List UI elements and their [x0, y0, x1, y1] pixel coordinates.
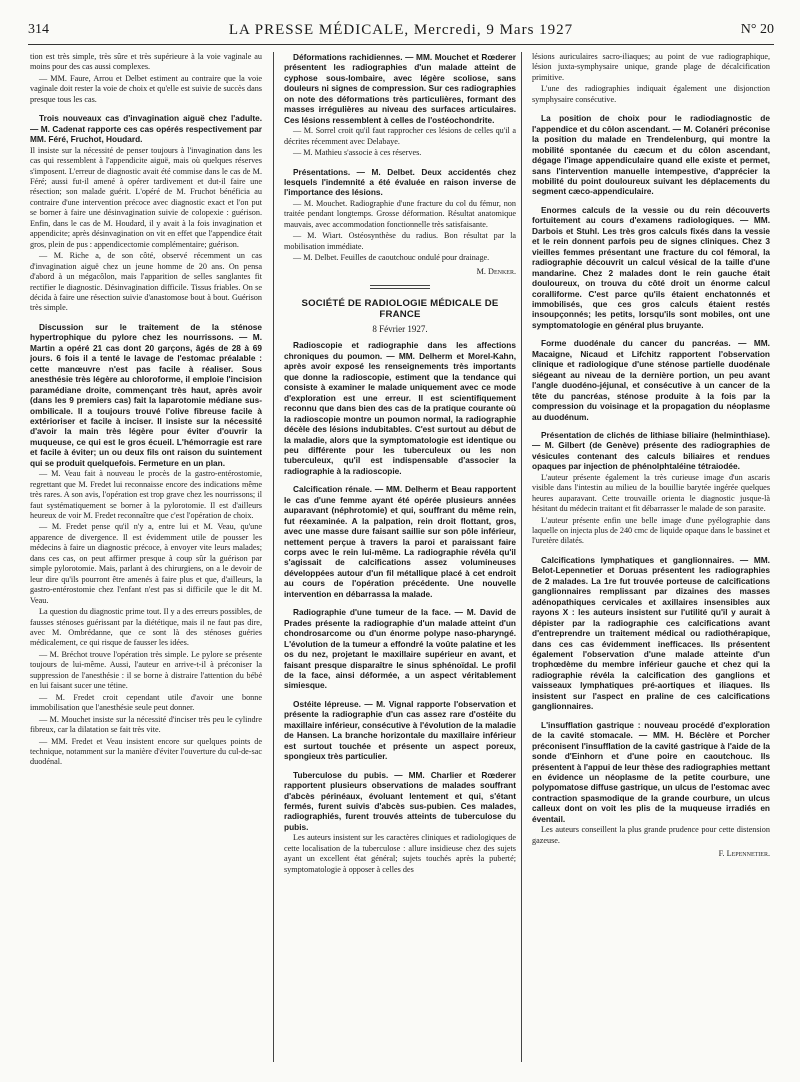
article-heading: Ostéite lépreuse. — M. Vignal rapporte l'observation et présente la radiographie d'un cas assez rare d'ostéite du maxillaire inférieur, consécutive à l'évolution de la maladie de Hansen. La branche horizontale du maxillaire inférieur est surtout touchée et présente un aspect poreux, spongieux très particulier.	[284, 698, 516, 762]
paragraph: — MM. Fredet et Veau insistent encore sur quelques points de technique, notamment sur la manière d'éviter l'ouverture du cul-de-sac duodénal.	[30, 736, 262, 767]
session-date: 8 Février 1927.	[372, 323, 428, 334]
article-heading: Forme duodénale du cancer du pancréas. — MM. Macaigne, Nicaud et Lifchitz rapportent l'observation clinique et radiologique d'une sténose partielle duodénale siégeant au niveau de la dernière portion, un peu avant l'angle duodéno-jéjunal, et consécutive à un cancer de la tête du pancréas, sténose produite à la fois par la compression du voisinage et la propagation du néoplasme au duodénum.	[532, 338, 770, 422]
paragraph: — M. Sorrel croit qu'il faut rapprocher ces lésions de celles qu'il a décrites récemment avec Delabaye.	[284, 126, 516, 146]
article-heading: Discussion sur le traitement de la sténose hypertrophique du pylore chez les nourrissons. — M. Martin a opéré 21 cas dont 20 garçons, âgés de 28 à 69 jours. 6 fois il a tenté le lavage de l'estomac préalable : cette manœuvre n'est pas facile à réaliser. Sous anesthésie très légère au chloroforme, il emploie l'incision paramédiane droite, commençant très haut, après avoir (dans les 9 premiers cas) fait la laparotomie médiane sus-ombilicale. Il a toujours trouvé l'olive fibreuse facile à extérioriser et facile à inciser. Il insiste sur la nécessité d'avoir la main très légère pour éviter d'ouvrir la muqueuse, ce qui est le gros écueil. L'hémorragie est rare et facile à éviter; un ou deux fils ont raison du suintement qui se produit quelquefois. Fermeture en un plan.	[30, 321, 262, 468]
article-heading: Radiographie d'une tumeur de la face. — M. David de Prades présente la radiographie d'un malade atteint d'un chondrosarcome ou d'un énorme polype naso-pharyngé. L'évolution de la tumeur a effondré la voûte palatine et les os du nez, projetant le maxillaire supérieur en avant, et faisant presque disparaître le sinus sphénoïdal. Le profil de la face, ainsi déformée, a un aspect véritablement simiesque.	[284, 607, 516, 691]
article-heading: Calcifications lymphatiques et ganglionnaires. — MM. Belot-Lepennetier et Doruas présentent les radiographies de 2 malades. La 1re fut trouvée porteuse de calcifications ganglionnaires remplissant par dizaines des masses adénopathiques cervicales et axillaires insensibles aux rayons X : les auteurs insistent sur l'utilité qu'il y aurait à dépister par la radiographie ces calcifications avant d'entreprendre un traitement médical ou radiothérapique, dans ces cas évidemment inefficaces. Ils présentent également l'observation d'une malade atteinte d'un trophœdème du membre inférieur gauche et chez qui la radiographie révéla la calcification des ganglions et vaisseaux lymphatiques pré-aortiques et iliaques. Ils insistent sur l'aspect en praline de ces calcifications ganglionnaires.	[532, 554, 770, 712]
paragraph: Il insiste sur la nécessité de penser toujours à l'invagination dans les cas qui ressemblent à l'appendicite aiguë, mais où quelques réserves s'imposent. L'erreur de diagnostic avait été commise dans le cas de M. Féré; aussi fut-il amené à opérer tardivement et dut-il faire une résection; son malade guérit. L'opéré de M. Fruchot bénéficia au contraire d'une intervention précoce avec diagnostic exact et l'on put se borner à faire une désinvagination suivie de colopexie : guérison. Enfin, dans le cas de M. Houdard, il y avait à la fois invagination et appendicite; après désinvagination on vit en effet que l'appendice était gros, plein de pus : appendicectomie complémentaire; guérison.	[30, 145, 262, 249]
paragraph: — M. Mouchet. Radiographie d'une fracture du col du fémur, non traitée pendant longtemps. Grosse déformation. Résultat anatomique mauvais, avec accommodation fonctionnelle très satisfaisante.	[284, 198, 516, 229]
article-heading: La position de choix pour le radiodiagnostic de l'appendice et du côlon ascendant. — M. Colanéri préconise la position du malade en Trendelenburg, qui montre la mobilité spontanée du cæcum et du côlon ascendant, dégage l'image appendiculaire quand elle existe et permet, sans l'intervention manuelle intempestive, d'apprécier la mobilité du point douloureux suivant les déplacements du segment cæco-appendiculaire.	[532, 113, 770, 197]
paragraph: L'une des radiographies indiquait également une disjonction symphysaire consécutive.	[532, 84, 770, 104]
article-heading: Présentations. — M. Delbet. Deux accidentés chez lesquels l'indemnité a été évaluée en raison inverse de l'importance des lésions.	[284, 166, 516, 198]
article-heading: Enormes calculs de la vessie ou du rein découverts fortuitement au cours d'examens radiologiques. — MM. Darbois et Stuhl. Les très gros calculs fixés dans la vessie et le rein donnent parfois peu de signes cliniques. Chez 3 vieilles femmes présentant une fracture du col fémoral, la radiographie découvrit un calcul vésical de la taille d'une mandarine. Chez 2 malades dont le rein gauche était douloureux, on trouva du côté droit un énorme calcul coralliforme. C'est parce qu'ils étaient enchatonnés et immobilisés, que ces gros calculs étaient restés insoupçonnés; les petits, lorsqu'ils sont mobiles, ont une symptomatologie en général plus bruyante.	[532, 204, 770, 330]
article-heading: Trois nouveaux cas d'invagination aiguë chez l'adulte. — M. Cadenat rapporte ces cas opérés respectivement par MM. Féré, Fruchot, Houdard.	[30, 113, 262, 145]
paragraph: L'auteur présente enfin une belle image d'une pyélographie dans laquelle on injecta plus de 240 cmc de liquide opaque dans le bassinet et l'uretère dilatés.	[532, 515, 770, 546]
paragraph: — M. Riche a, de son côté, observé récemment un cas d'invagination aiguë chez un jeune homme de 20 ans. On pensa d'abord à un mégacôlon, mais l'apparition de selles sanglantes fit rectifier le diagnostic. Désinvagination difficile. Tissus friables. On se décida à faire une résection suivie d'anastomose bout à bout. Guérison très simple.	[30, 251, 262, 313]
paragraph: La question du diagnostic prime tout. Il y a des erreurs possibles, de fausses sténoses guérissant par la diététique, mais il ne faut pas dire, avec M. Ombrédanne, que ce sont là des sténoses guéries médicalement, ce qui risque de fausser les idées.	[30, 607, 262, 648]
article-heading: L'insufflation gastrique : nouveau procédé d'exploration de la cavité stomacale. — MM. H. Béclère et Porcher préconisent l'insufflation de la cavité gastrique à l'aide de la sonde d'Einhorn et d'une poire en caoutchouc. Ils présentent à l'appui de leur thèse des radiographies mettant en évidence un néoplasme de la petite courbure, une polypomatose diffuse gastrique, un ulcus de l'estomac avec contraction spasmodique de la grande courbure, un ulcus calleux dont on voit les plis de la muqueuse irradiés en éventail.	[532, 719, 770, 824]
page-number: 314	[28, 22, 49, 37]
section-rule	[370, 285, 430, 289]
paragraph: — M. Bréchot trouve l'opération très simple. Le pylore se présente toujours de lui-même. Aussi, l'auteur en arrive-t-il à préconiser la suppression de l'anesthésie : il se borne à distraire l'attention du bébé en lui faisant sucer une tétine.	[30, 649, 262, 691]
article-heading: Tuberculose du pubis. — MM. Charlier et Rœderer rapportent plusieurs observations de malades souffrant d'abcès périnéaux, évoluant lentement et qui, s'étant fermés, furent suivis d'abcès sus-pubien. Ces malades, radiographiés, furent trouvés atteints de tuberculose du pubis.	[284, 769, 516, 832]
article-heading: Déformations rachidiennes. — MM. Mouchet et Rœderer présentent les radiographies d'un malade atteint de cyphose sous-lombaire, avec légère scoliose, sans douleurs ni signes de compression. Sur ces radiographies on note des déformations très particulières, formant des masses irrégulières au niveau des surfaces articulaires. Ces lésions ressemblent à celles de l'ostéochondrite.	[284, 52, 516, 125]
article-heading: Calcification rénale. — MM. Delherm et Beau rapportent le cas d'une femme ayant été opérée plusieurs années auparavant (néphrotomie) et qui, souffrant du même rein, fut réexaminée. A la palpation, rein droit flottant, gros, avec une masse dure faisant saillie sur son pôle inférieur, nettement perçue à travers la paroi et paraissant faire corps avec le rein lui-même. La radiographie révéla qu'il s'agissait de calcifications assez volumineuses développées autour d'un fil métallique placé à cet endroit au cours de l'opération précédente. Une nouvelle intervention en débarrassa la malade.	[284, 484, 516, 599]
paragraph: tion est très simple, très sûre et très supérieure à la voie vaginale au moins pour des cas aussi complexes.	[30, 52, 262, 72]
paragraph: L'auteur présente également la très curieuse image d'un ascaris visible dans l'intestin au milieu de la bouillie barytée ingérée quelques heures auparavant. Cette trouvaille orienta le diagnostic jusque-là hésitant du médecin traitant et fit débarrasser le malade de son parasite.	[532, 472, 770, 514]
paragraph: Les auteurs conseillent la plus grande prudence pour cette distension gazeuse.	[532, 825, 770, 845]
paragraph: — M. Fredet pense qu'il n'y a, entre lui et M. Veau, qu'une apparence de divergence. Il est évidemment utile de pousser les médecins à faire un diagnostic précoce, à envoyer vite leurs malades; dans ces cas, on peut affirmer presque à coup sûr la guérison par simple pylorotomie. Mais, parlant à des chirurgiens, on a le devoir de leur dire qu'ils pourront être amenés à faire plus et que, d'ailleurs, la gastro-entérostomie chez l'enfant n'est pas si difficile que le dit M. Veau.	[30, 522, 262, 605]
column-1	[30, 52, 262, 1072]
column-3	[532, 52, 770, 1072]
society-heading: SOCIÉTÉ DE RADIOLOGIE MÉDICALE DE FRANCE	[301, 298, 499, 320]
column-2	[284, 52, 516, 1072]
journal-title: LA PRESSE MÉDICALE, Mercredi, 9 Mars 1927	[228, 22, 574, 38]
page-header	[28, 22, 774, 44]
paragraph: — M. Wiart. Ostéosynthèse du radius. Bon résultat par la mobilisation immédiate.	[284, 231, 516, 251]
article-heading: Radioscopie et radiographie dans les affections chroniques du poumon. — MM. Delherm et Morel-Kahn, après avoir exposé les renseignements très importants que donne la radioscopie, estiment que la tendance qui consiste à examiner le malade uniquement avec ce mode d'exploration est une erreur. Il est scientifiquement reconnu que dans bien des cas de la pratique courante où la radioscopie montre un poumon normal, la radiographie décèle des lésions indubitables. C'est surtout au début de la maladie, alors que la symptomatologie est identique ou peu différente pour les tuberculeux ou les non tuberculeux, qu'il est indispensable d'associer la radiographie à la radioscopie.	[284, 340, 516, 476]
header-rule	[28, 44, 774, 45]
column-divider-2	[521, 52, 522, 1062]
paragraph: — MM. Faure, Arrou et Delbet estiment au contraire que la voie vaginale doit rester la voie de choix et qu'elle est suivie de succès dans presque tous les cas.	[30, 73, 262, 104]
issue-number: N° 20	[740, 22, 774, 37]
column-divider-1	[273, 52, 274, 1062]
paragraph: Les auteurs insistent sur les caractères cliniques et radiologiques de cette localisation de la tuberculose : allure insidieuse chez des sujets ayant un excellent état général; sujets touchés après la puberté; symptomatologie à opposer à celles des	[284, 833, 516, 874]
author-signature: M. Denker.	[476, 266, 516, 276]
paragraph: — M. Veau fait à nouveau le procès de la gastro-entérostomie, regrettant que M. Fredet lui reconnaisse encore des indications même très rares. A son avis, l'opération est trop grave chez les nourrissons; il faut systématiquement se borner à la pylorotomie. Il est d'ailleurs heureux de voir M. Fredet reconnaître que c'est l'opération de choix.	[30, 469, 262, 521]
paragraph: — M. Mouchet insiste sur la nécessité d'inciser très peu le cylindre fibreux, car la dilatation se fait très vite.	[30, 714, 262, 735]
article-heading: Présentation de clichés de lithiase biliaire (helminthiase). — M. Gilbert (de Genève) présente des radiographies de vésicules contenant des calculs biliaires et rendues opaques par injection de phénolphtaléine tétraiodée.	[532, 429, 770, 472]
paragraph: — M. Fredet croit cependant utile d'avoir une bonne immobilisation que l'anesthésie seule peut donner.	[30, 692, 262, 713]
author-signature: F. Lepennetier.	[718, 849, 770, 859]
paragraph: — M. Mathieu s'associe à ces réserves.	[293, 148, 422, 158]
paragraph: — M. Delbet. Feuilles de caoutchouc ondulé pour drainage.	[293, 253, 490, 263]
paragraph: lésions auriculaires sacro-iliaques; au point de vue radiographique, lésion juxta-symphysaire unique, grande plage de décalcification primitive.	[532, 52, 770, 82]
